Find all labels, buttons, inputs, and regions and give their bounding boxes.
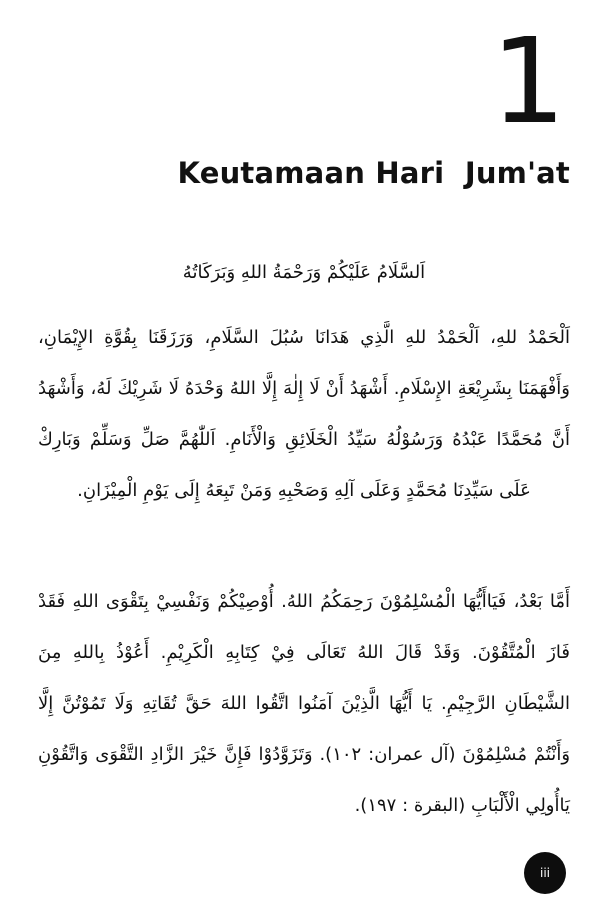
chapter-number: 1 bbox=[490, 12, 566, 150]
page-number: iii bbox=[539, 866, 550, 880]
opening-praise-paragraph: اَلْحَمْدُ للهِ، اَلْحَمْدُ للهِ الَّذِي هَدَانَا سُبُلَ السَّلَامِ، وَرَزَقَنَا بِقُوَّةِ الإِيْمَانِ، وَأَفْهَمَنَا بِشَرِيْعَةِ الإِسْلَامِ. أَشْهَدُ أَنْ لَا إِلٰهَ إِلَّا اللهُ وَحْدَهُ لَا شَرِيْكَ لَهُ، وَأَشْهَدُ أَنَّ مُحَمَّدًا عَبْدُهُ وَرَسُوْلُهُ سَيِّدُ الْخَلَائِقِ وَالْأَنَامِ. اَللّٰهُمَّ صَلِّ وَسَلِّمْ وَبَارِكْ عَلَى سَيِّدِنَا مُحَمَّدٍ وَعَلَى آلِهِ وَصَحْبِهِ وَمَنْ تَبِعَهُ إِلَى يَوْمِ الْمِيْزَانِ. bbox=[38, 327, 570, 501]
page-number-badge bbox=[524, 852, 566, 894]
sermon-exhortation-paragraph: أَمَّا بَعْدُ، فَيَاأَيُّهَا الْمُسْلِمُوْنَ رَحِمَكُمُ اللهُ. أُوْصِيْكُمْ وَنَفْسِيْ بِتَقْوَى اللهِ فَقَدْ فَازَ الْمُتَّقُوْنَ. وَقَدْ قَالَ اللهُ تَعَالَى فِيْ كِتَابِهِ الْكَرِيْمِ. أَعُوْذُ بِاللهِ مِنَ الشَّيْطَانِ الرَّجِيْمِ. يَا أَيُّهَا الَّذِيْنَ آمَنُوا اتَّقُوا اللهَ حَقَّ تُقَاتِهِ وَلَا تَمُوْتُنَّ إِلَّا وَأَنْتُمْ مُسْلِمُوْنَ (آل عمران: ١٠٢). وَتَزَوَّدُوْا فَإِنَّ خَيْرَ الزَّادِ التَّقْوَى وَاتَّقُوْنِ يَاأُولِي الْأَلْبَابِ (البقرة : ١٩٧). bbox=[38, 591, 571, 816]
chapter-title: Keutamaan Hari Jum'at bbox=[177, 156, 570, 190]
salam-greeting: اَلسَّلَامُ عَلَيْكُمْ وَرَحْمَةُ اللهِ وَبَرَكَاتُهُ bbox=[182, 262, 426, 283]
